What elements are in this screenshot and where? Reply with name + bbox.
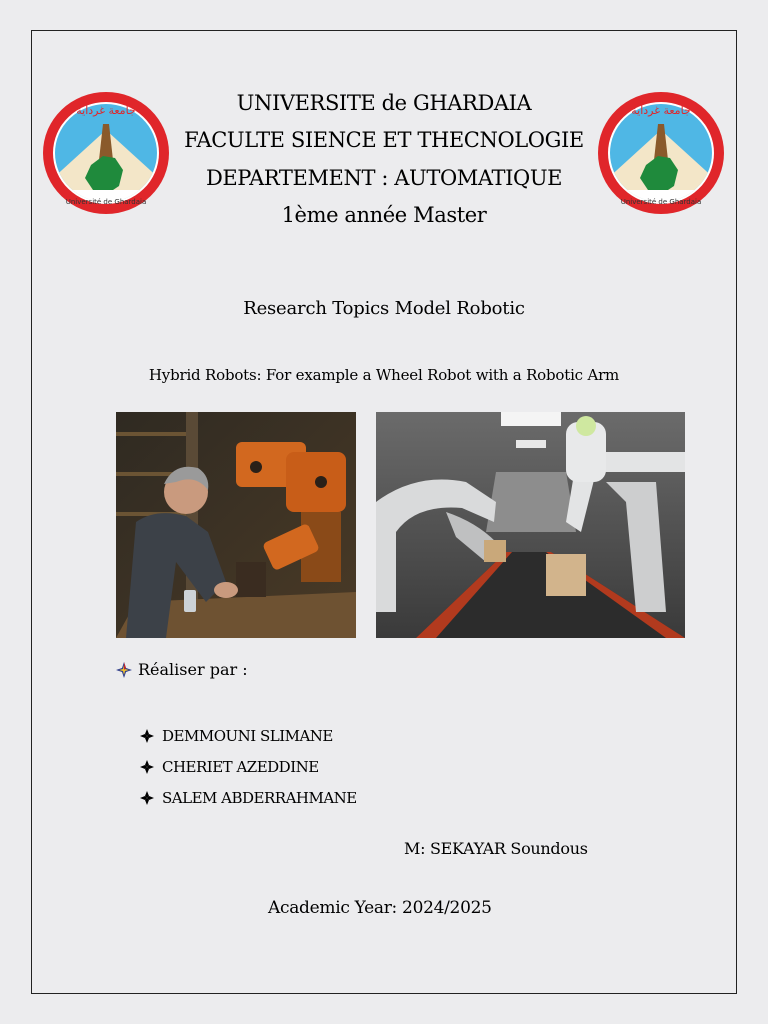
academic-year: Academic Year: 2024/2025 [268,898,492,918]
department-name: DEPARTEMENT : AUTOMATIQUE [205,166,563,190]
logo-arabic-text: جامعة غرداية [76,104,136,117]
study-level: 1ème année Master [281,203,487,227]
diamond-bullet-icon [140,729,154,743]
author-item [140,751,357,782]
university-name: UNIVERSITE de GHARDAIA [236,91,532,115]
logo-ring-text: Université de Ghardaia [65,198,147,206]
author-name: SALEM ABDERRAHMANE [162,788,357,807]
photo-man-assembling-robot [116,412,356,638]
four-point-star-bullet-icon [116,662,132,678]
authors-label-text: Réaliser par : [138,660,248,679]
research-topic-title: Research Topics Model Robotic [243,298,525,319]
author-name: DEMMOUNI SLIMANE [162,726,333,745]
author-item [140,720,357,751]
diamond-bullet-icon [140,791,154,805]
authors-label [116,660,248,679]
diamond-bullet-icon [140,760,154,774]
supervisor-name: M: SEKAYAR Soundous [404,839,588,858]
author-name: CHERIET AZEDDINE [162,757,319,776]
photo-robotic-arms-conveyor [376,412,685,638]
author-item [140,782,357,813]
authors-list [140,720,357,813]
logo-arabic-text: جامعة غرداية [631,104,691,117]
research-subtopic: Hybrid Robots: For example a Wheel Robot with a Robotic Arm [148,366,620,384]
faculty-name: FACULTE SIENCE ET THECNOLOGIE [184,128,584,152]
logo-ring-text: Université de Ghardaia [620,198,702,206]
